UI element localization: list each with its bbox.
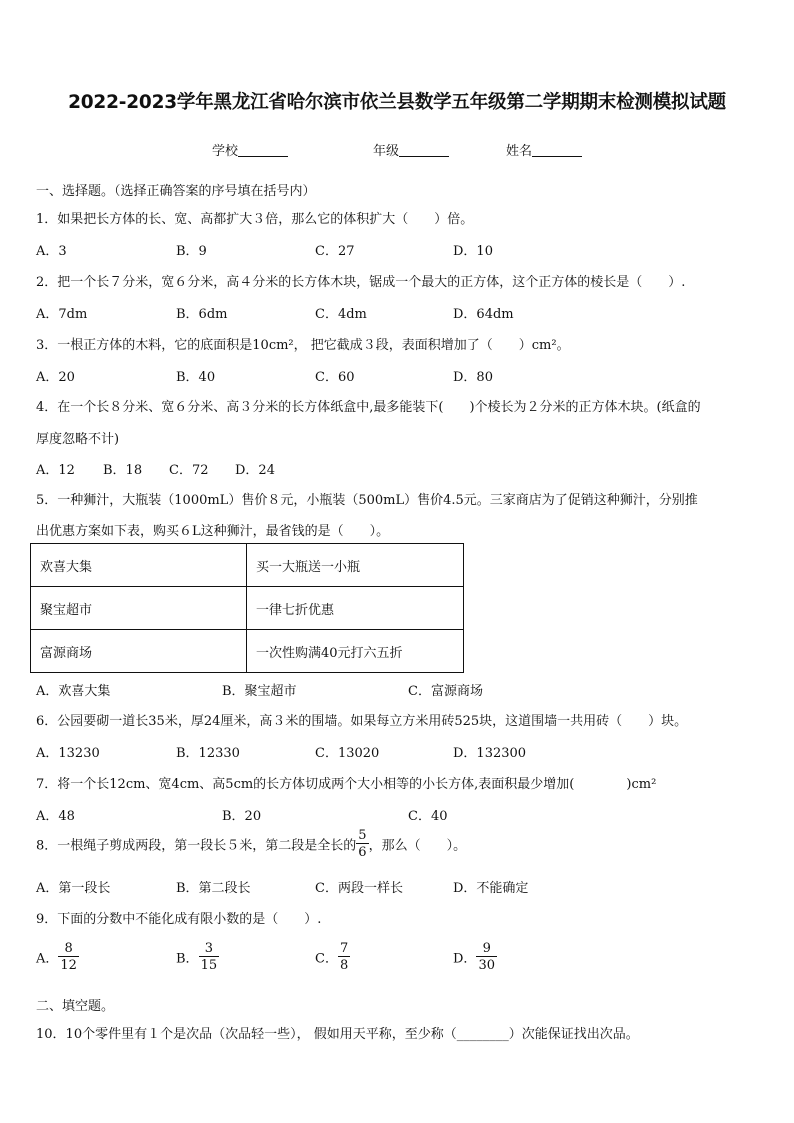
question-4-line-2: 厚度忽略不计) xyxy=(36,432,120,447)
q6-option-a[interactable]: A．13230 xyxy=(36,746,100,761)
promotion-table xyxy=(30,543,464,673)
option-label: A． xyxy=(36,951,59,967)
q7-option-c[interactable]: C．40 xyxy=(408,809,448,824)
school-blank[interactable] xyxy=(238,143,288,157)
q1-option-c[interactable]: C．27 xyxy=(315,244,355,259)
q1-option-b[interactable]: B．9 xyxy=(176,244,207,259)
q5-option-a[interactable]: A．欢喜大集 xyxy=(36,684,111,699)
option-fraction xyxy=(476,942,497,972)
table-row xyxy=(31,587,464,630)
grade-field xyxy=(373,140,449,159)
q2-option-d[interactable]: D．64dm xyxy=(453,307,514,322)
name-field xyxy=(506,140,582,159)
q3-option-d[interactable]: D．80 xyxy=(453,370,493,385)
grade-label: 年级 xyxy=(373,144,400,159)
q1-option-d[interactable]: D．10 xyxy=(453,244,493,259)
q9-option-a[interactable] xyxy=(36,942,79,972)
q7-option-b[interactable]: B．20 xyxy=(222,809,262,824)
page-title: 2022-2023学年黑龙江省哈尔滨市依兰县数学五年级第二学期期末检测模拟试题 xyxy=(68,92,726,113)
q6-option-b[interactable]: B．12330 xyxy=(176,746,240,761)
q9-option-c[interactable] xyxy=(315,942,350,972)
offer-cell: 一次性购满40元打六五折 xyxy=(247,630,464,673)
table-row xyxy=(31,544,464,587)
question-7: 7．将一个长12cm、宽4cm、高5cm的长方体切成两个大小相等的小长方体,表面积最少增加( )cm² xyxy=(36,777,657,792)
q3-option-a[interactable]: A．20 xyxy=(36,370,75,385)
question-10: 10．10个零件里有１个是次品（次品轻一些）， 假如用天平称，至少称（________）次能保证找出次品。 xyxy=(36,1027,639,1042)
question-4-line-1: 4．在一个长８分米、宽６分米、高３分米的长方体纸盒中,最多能装下( )个棱长为２分米的正方体木块。(纸盒的 xyxy=(36,400,701,415)
q2-option-c[interactable]: C．4dm xyxy=(315,307,367,322)
name-blank[interactable] xyxy=(532,143,582,157)
store-name-cell: 欢喜大集 xyxy=(31,544,247,587)
q9-option-d[interactable] xyxy=(453,942,497,972)
q2-option-a[interactable]: A．7dm xyxy=(36,307,88,322)
option-label: B． xyxy=(176,951,199,967)
question-5-line-1: 5．一种狮汁，大瓶装（1000mL）售价８元，小瓶装（500mL）售价4.5元。三家商店为了促销这种狮汁，分别推 xyxy=(36,493,698,508)
offer-cell: 一律七折优惠 xyxy=(247,587,464,630)
section-heading-choice: 一、选择题。（选择正确答案的序号填在括号内） xyxy=(36,184,316,199)
q7-option-a[interactable]: A．48 xyxy=(36,809,75,824)
question-1: 1．如果把长方体的长、宽、高都扩大３倍，那么它的体积扩大（ ）倍。 xyxy=(36,212,474,227)
fraction-numerator: 7 xyxy=(339,941,349,956)
fraction-numerator: 5 xyxy=(358,828,367,843)
table-row xyxy=(31,630,464,673)
q3-option-c[interactable]: C．60 xyxy=(315,370,355,385)
fraction-denominator: 6 xyxy=(358,845,367,860)
q9-option-b[interactable] xyxy=(176,942,219,972)
fraction-denominator: 15 xyxy=(200,958,218,973)
question-3: 3．一根正方体的木料，它的底面积是10cm²， 把它截成３段，表面积增加了（ ）cm²。 xyxy=(36,338,570,353)
q4-option-d[interactable]: D．24 xyxy=(235,463,275,478)
q6-option-c[interactable]: C．13020 xyxy=(315,746,380,761)
fraction-numerator: 3 xyxy=(204,941,213,956)
q8-option-c[interactable]: C．两段一样长 xyxy=(315,881,403,896)
q8-option-d[interactable]: D．不能确定 xyxy=(453,881,529,896)
option-label: C． xyxy=(315,951,338,967)
q4-option-c[interactable]: C．72 xyxy=(169,463,209,478)
fraction-numerator: 9 xyxy=(482,941,491,956)
q3-option-b[interactable]: B．40 xyxy=(176,370,216,385)
option-fraction xyxy=(58,942,79,972)
fraction-denominator: 12 xyxy=(60,958,77,973)
q2-option-b[interactable]: B．6dm xyxy=(176,307,228,322)
q4-option-b[interactable]: B．18 xyxy=(103,463,143,478)
school-label: 学校 xyxy=(212,144,239,159)
q5-option-b[interactable]: B．聚宝超市 xyxy=(222,684,297,699)
option-label: D． xyxy=(453,951,477,967)
q4-option-a[interactable]: A．12 xyxy=(36,463,75,478)
question-5-line-2: 出优惠方案如下表，购买６L这种狮汁，最省钱的是（ ）。 xyxy=(36,524,390,539)
question-9: 9．下面的分数中不能化成有限小数的是（ ）. xyxy=(36,912,322,927)
q6-option-d[interactable]: D．132300 xyxy=(453,746,527,761)
option-fraction xyxy=(338,942,350,972)
section-heading-fill: 二、填空题。 xyxy=(36,999,115,1014)
q8-option-a[interactable]: A．第一段长 xyxy=(36,881,111,896)
offer-cell: 买一大瓶送一小瓶 xyxy=(247,544,464,587)
store-name-cell: 富源商场 xyxy=(31,630,247,673)
q1-option-a[interactable]: A．3 xyxy=(36,244,67,259)
q8-option-b[interactable]: B．第二段长 xyxy=(176,881,251,896)
question-6: 6．公园要砌一道长35米，厚24厘米，高３米的围墙。如果每立方米用砖525块，这道围墙一共用砖（ ）块。 xyxy=(36,714,688,729)
store-name-cell: 聚宝超市 xyxy=(31,587,247,630)
fraction-numerator: 8 xyxy=(64,941,73,956)
fraction-denominator: 8 xyxy=(339,958,349,973)
option-fraction xyxy=(199,942,220,972)
school-field xyxy=(212,140,288,159)
fraction-five-sixths xyxy=(356,829,368,859)
name-label: 姓名 xyxy=(506,144,533,159)
question-8-text-after: ，那么（ ）。 xyxy=(368,838,467,854)
question-2: 2．把一个长７分米，宽６分米，高４分米的长方体木块，锯成一个最大的正方体，这个正方体的棱长是（ ）. xyxy=(36,275,686,290)
fraction-denominator: 30 xyxy=(478,958,495,973)
question-8 xyxy=(36,829,466,859)
question-8-text-before: 8．一根绳子剪成两段，第一段长５米，第二段是全长的 xyxy=(36,838,357,854)
q5-option-c[interactable]: C．富源商场 xyxy=(408,684,483,699)
grade-blank[interactable] xyxy=(399,143,449,157)
